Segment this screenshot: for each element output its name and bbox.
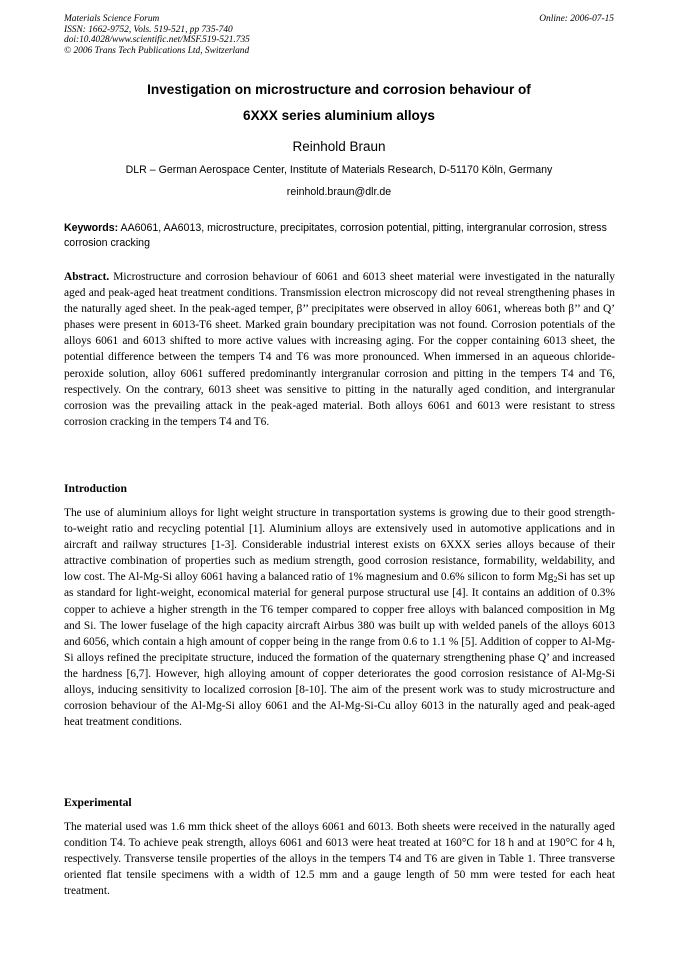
author-name: Reinhold Braun [292, 139, 386, 154]
paper-title-line-2: 6XXX series aluminium alloys [243, 108, 435, 123]
introduction-text-part-2: Si has set up as standard for light-weight, economical material for general purpose structural use [4]. It contains an addition of 0.3% copper to achieve a higher strength in the T6 temper compared to copper free alloys with balanced composition in Mg and Si. The lower fuselage of the high capacity aircraft Airbus 380 was built up with welded panels of the alloys 6013 and 6056, which contain a high amount of copper being in the range from 0.6 to 1.1 % [5]. Addition of copper to Al-Mg-Si alloys refined the precipitate structure, induced the formation of the quaternary strengthening phase Q’ and increased the hardness [6,7]. However, high alloying amount of copper deteriorates the good corrosion resistance of Al-Mg-Si alloys, inducing sensitivity to localized corrosion [8-10]. The aim of the present work was to study microstructure and corrosion behaviour of the Al-Mg-Si alloy 6061 and the Al-Mg-Si-Cu alloy 6013 in the naturally aged and peak-aged heat treatment conditions. [64, 571, 615, 729]
journal-header [64, 14, 250, 56]
online-date: Online: 2006-07-15 [539, 14, 614, 24]
author-email: reinhold.braun@dlr.de [286, 186, 392, 198]
introduction-heading: Introduction [64, 482, 127, 495]
experimental-heading: Experimental [64, 796, 132, 809]
experimental-paragraph: The material used was 1.6 mm thick sheet of the alloys 6061 and 6013. Both sheets were received in the naturally aged condition T4. To achieve peak strength, alloys 6061 and 6013 were heat treated at 160°C for 18 h and at 190°C for 4 h, respectively. Transverse tensile properties of the alloys in the tempers T4 and T6 are given in Table 1. Three transverse oriented flat tensile specimens with a width of 12.5 mm and a gauge length of 50 mm were tested for each heat treatment. [64, 821, 615, 898]
doi-line: doi:10.4028/www.scientific.net/MSF.519-521.735 [64, 35, 250, 46]
subscript-two: 2 [553, 575, 558, 585]
issn-line: ISSN: 1662-9752, Vols. 519-521, pp 735-740 [64, 24, 233, 35]
paper-title-line-1: Investigation on microstructure and corrosion behaviour of [147, 82, 531, 97]
keywords-label: Keywords: [64, 222, 119, 234]
keywords-paragraph [64, 221, 615, 250]
author-affiliation: DLR – German Aerospace Center, Institute of Materials Research, D-51170 Köln, Germany [125, 164, 553, 176]
introduction-text-part-1: The use of aluminium alloys for light weight structure in transportation systems is growing due to their good strength-to-weight ratio and recycling potential [1]. Aluminium alloys are extensively used in automotive applications and in aircraft and railway structures [1-3]. Considerable industrial interest exists on 6XXX series alloys because of their attractive combination of properties such as medium strength, good corrosion resistance, formability, weldability, and low cost. The Al-Mg-Si alloy 6061 having a balanced ratio of 1% magnesium and 0.6% silicon to form Mg [64, 507, 615, 584]
copyright-line: © 2006 Trans Tech Publications Ltd, Switzerland [64, 45, 250, 56]
abstract-paragraph [64, 269, 615, 430]
abstract-label: Abstract. [64, 271, 110, 283]
abstract-text: Microstructure and corrosion behaviour of 6061 and 6013 sheet material were investigated in the naturally aged and peak-aged heat treatment conditions. Transmission electron microscopy did not reveal strengthening phases in the naturally aged sheet. In the peak-aged temper, β’’ precipitates were observed in alloy 6061, whereas both β’’ and Q’ phases were present in 6013-T6 sheet. Marked grain boundary precipitation was not found. Corrosion potentials of the alloys 6061 and 6013 shifted to more active values with increasing aging. For the copper containing 6013 sheet, the potential difference between the tempers T4 and T6 was more pronounced. When immersed in an aqueous chloride-peroxide solution, alloy 6061 suffered predominantly intergranular corrosion and pitting in the tempers T4 and T6, respectively. On the contrary, 6013 sheet was sensitive to pitting in the naturally aged condition, and intergranular corrosion was the prevailing attack in the peak-aged material. Both alloys 6061 and 6013 were resistant to stress corrosion cracking in the tempers T4 and T6. [64, 271, 615, 428]
introduction-paragraph [64, 505, 615, 730]
keywords-text: AA6061, AA6013, microstructure, precipitates, corrosion potential, pitting, intergranular corrosion, stress corrosion cracking [64, 222, 607, 249]
journal-name: Materials Science Forum [64, 14, 160, 24]
